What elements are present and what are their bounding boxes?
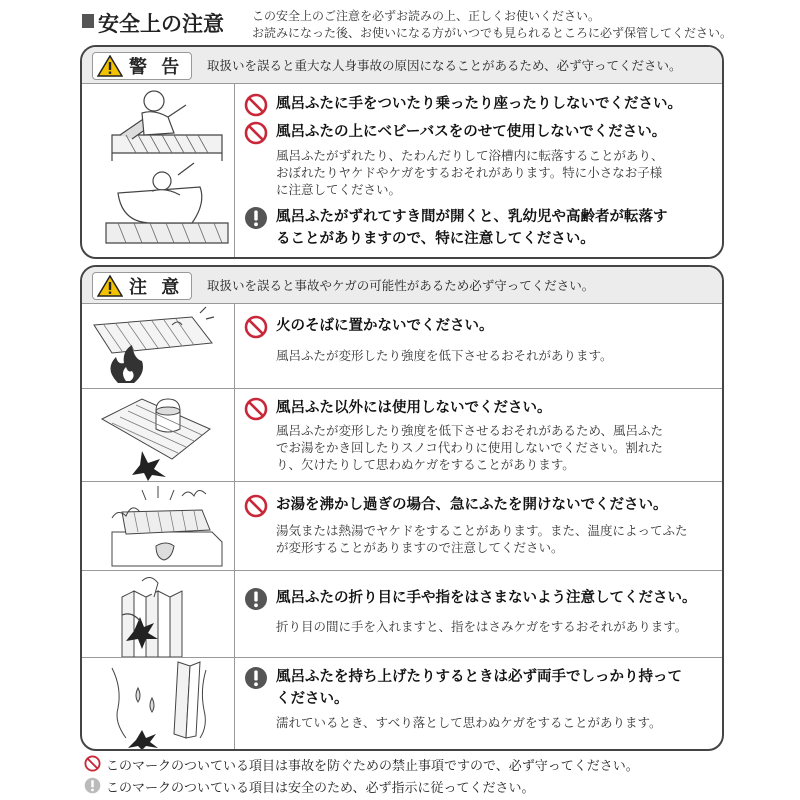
warning-description: 取扱いを誤ると重大な人身事故の原因になることがあるため、必ず守ってください。 <box>207 58 682 73</box>
header-note-line: この安全上のご注意を必ずお読みの上、正しくお使いください。 <box>252 9 601 23</box>
caution-item-title: 風呂ふた以外には使用しないでください。 <box>276 400 552 416</box>
legend-text: このマークのついている項目は安全のため、必ず指示に従ってください。 <box>106 781 535 796</box>
caution-row <box>82 388 722 482</box>
body-line: 風呂ふたがずれたり、たわんだりして浴槽内に転落することがあり、 <box>276 148 664 163</box>
warning-item <box>244 93 682 115</box>
caution-row <box>82 303 722 388</box>
caution-row <box>82 657 722 750</box>
body-line: り、欠けたりして思わぬケガをすることがあります。 <box>276 457 575 472</box>
caution-box <box>80 265 724 751</box>
caution-row <box>82 481 722 571</box>
prohibition-icon <box>244 93 268 117</box>
caution-item-body <box>276 618 697 635</box>
warning-box <box>80 45 724 259</box>
warning-item <box>244 121 666 198</box>
body-line: に注意してください。 <box>276 182 402 197</box>
caution-item-title: ください。 <box>276 691 349 707</box>
warning-item-title: ることがありますので、特に注意してください。 <box>276 231 595 247</box>
caution-item-title: お湯を沸かし過ぎの場合、急にふたを開けないでください。 <box>276 497 668 513</box>
warning-triangle-icon <box>97 55 123 77</box>
caution-item <box>244 397 663 473</box>
warning-item-title: 風呂ふたに手をついたり乗ったり座ったりしないでください。 <box>276 96 682 112</box>
prohibition-icon <box>244 397 268 421</box>
caution-description: 取扱いを誤ると事故やケガの可能性があるため必ず守ってください。 <box>207 278 595 293</box>
legend-instruction <box>84 777 534 796</box>
warning-item-title: 風呂ふたの上にベビーバスをのせて使用しないでください。 <box>276 124 667 140</box>
caution-item <box>244 666 682 731</box>
legend-text: このマークのついている項目は事故を防ぐための禁止事項ですので、必ず守ってください。 <box>106 759 639 774</box>
prohibition-icon <box>244 315 268 339</box>
instruction-icon <box>244 206 268 230</box>
warning-badge <box>92 52 192 80</box>
body-line: 風呂ふたが変形したり強度を低下させるおそれがあります。 <box>276 348 613 363</box>
header-mark <box>82 14 94 28</box>
warning-triangle-icon <box>97 275 123 297</box>
misuse-illustration <box>82 389 235 482</box>
prohibition-icon <box>244 494 268 518</box>
caution-header <box>82 267 722 304</box>
instruction-icon <box>244 587 268 611</box>
bath-lid-illustration <box>82 83 235 257</box>
pinch-illustration <box>82 571 235 658</box>
caution-item-body <box>276 714 682 731</box>
page-title: 安全上の注意 <box>98 12 224 36</box>
body-line: 濡れているとき、すべり落として思わぬケガをすることがあります。 <box>276 715 662 730</box>
header-note <box>252 8 732 42</box>
warning-row <box>82 83 722 257</box>
fire-illustration <box>82 303 235 388</box>
steam-illustration <box>82 482 235 571</box>
caution-item <box>244 315 613 364</box>
caution-item-title: 火のそばに置かないでください。 <box>276 318 494 334</box>
lift-illustration <box>82 658 235 750</box>
caution-item-title: 風呂ふたの折り目に手や指をはさまないよう注意してください。 <box>276 590 697 606</box>
body-line: でお湯をかき回したりスノコ代わりに使用しないでください。割れた <box>276 440 663 455</box>
caution-item-body <box>276 522 688 556</box>
body-line: おぼれたりヤケドやケガをするおそれがあります。特に小さなお子様 <box>276 165 663 180</box>
instruction-icon <box>84 777 101 794</box>
caution-item-title: 風呂ふたを持ち上げたりするときは必ず両手でしっかり持って <box>276 669 682 685</box>
caution-row <box>82 570 722 658</box>
caution-item-body <box>276 347 613 364</box>
body-line: 湯気または熱湯でヤケドをすることがあります。また、温度によってふた <box>276 523 688 538</box>
caution-label: 注 意 <box>129 277 184 298</box>
caution-item-body <box>276 422 663 473</box>
prohibition-icon <box>244 121 268 145</box>
warning-item-title: 風呂ふたがずれてすき間が開くと、乳幼児や高齢者が転落す <box>276 209 668 225</box>
warning-item <box>244 206 668 250</box>
warning-item-body <box>276 147 666 198</box>
body-line: 折り目の間に手を入れますと、指をはさみケガをするおそれがあります。 <box>276 619 688 634</box>
body-line: が変形することがありますので注意してください。 <box>276 540 564 555</box>
caution-item <box>244 587 697 635</box>
prohibition-icon <box>84 755 101 772</box>
caution-item <box>244 494 688 556</box>
instruction-icon <box>244 666 268 690</box>
legend-prohibition <box>84 755 639 774</box>
warning-header <box>82 47 722 84</box>
caution-badge <box>92 272 192 300</box>
header-note-line: お読みになった後、お使いになる方がいつでも見られるところに必ず保管してください。 <box>252 26 733 40</box>
warning-label: 警 告 <box>129 57 184 78</box>
body-line: 風呂ふたが変形したり強度を低下させるおそれがあるため、風呂ふた <box>276 423 664 438</box>
